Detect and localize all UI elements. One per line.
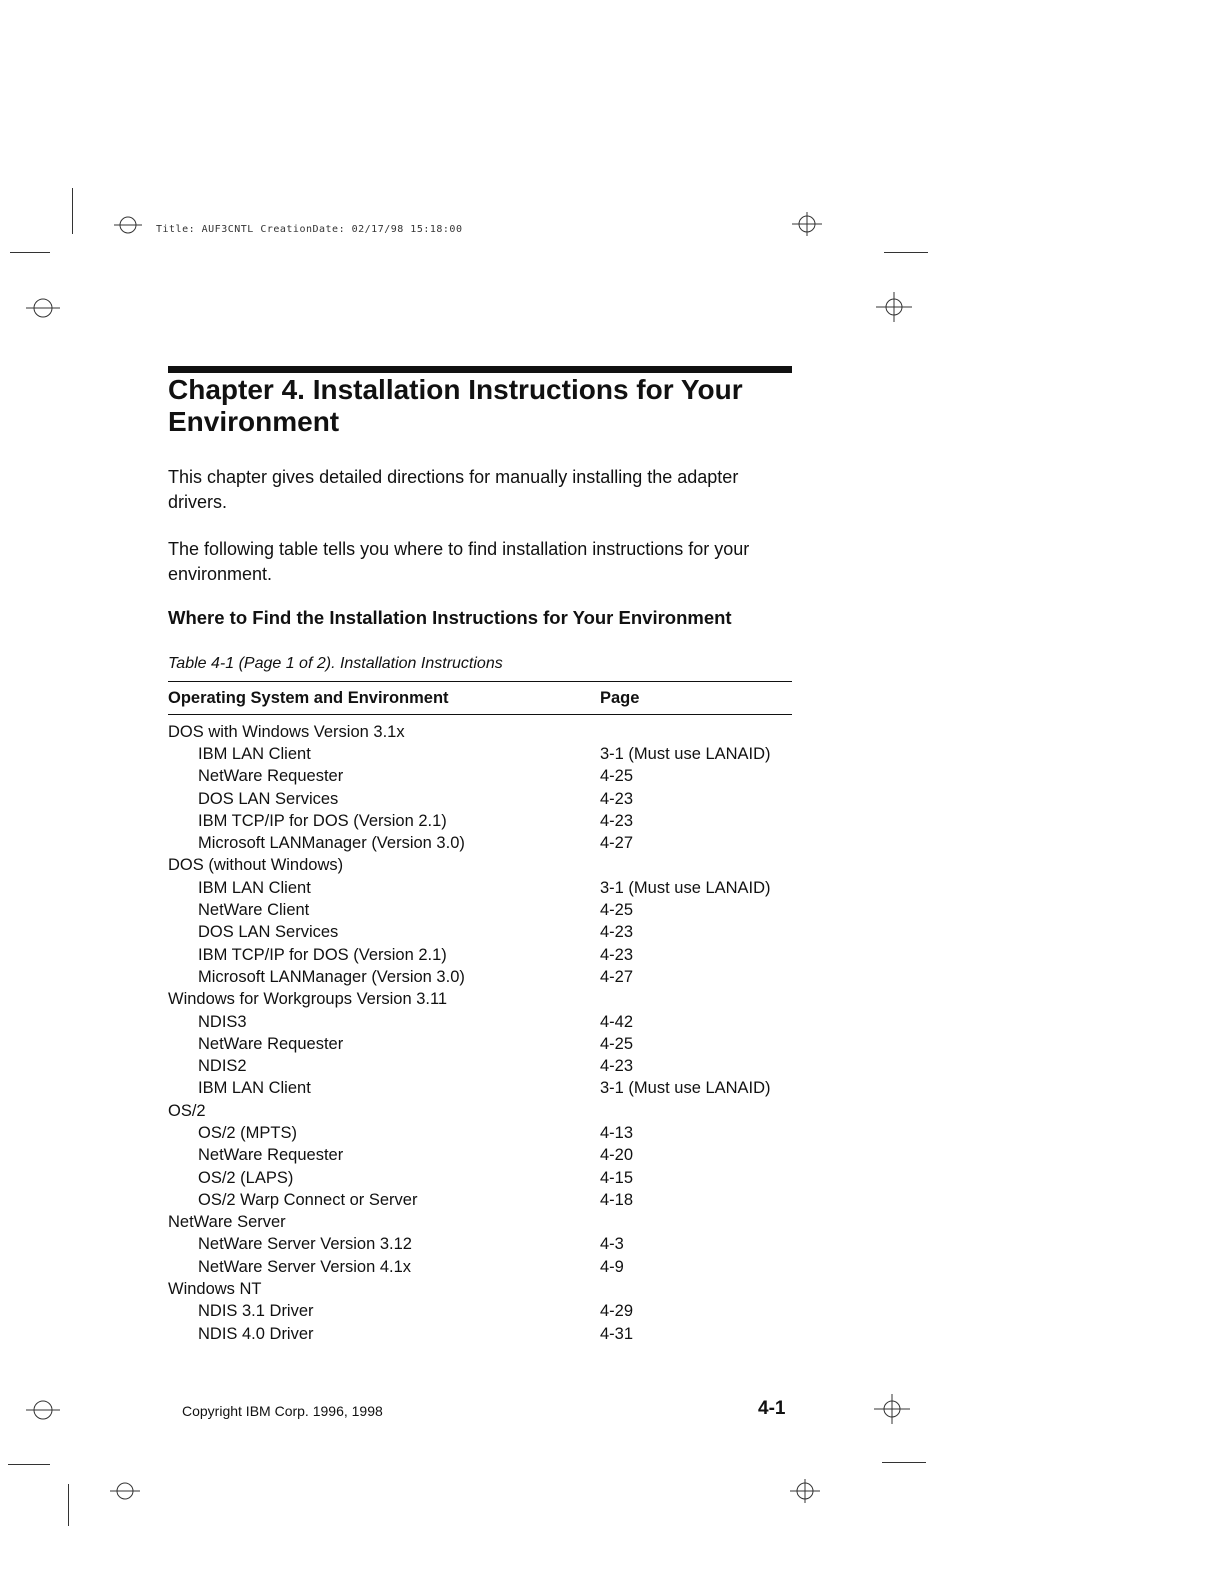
environment-cell: NDIS 4.0 Driver [198,1324,314,1343]
page-cell: 4-25 [600,767,634,786]
environment-cell: OS/2 [168,1101,206,1120]
page-cell: 4-15 [600,1168,634,1187]
environment-cell: NetWare Server [168,1213,286,1232]
table-row [168,1055,792,1077]
table-row [168,1078,792,1100]
table-row [168,832,792,854]
table-row [168,1189,792,1211]
table-row [168,1033,792,1055]
column-header-page: Page [600,688,640,707]
table-row [168,1301,792,1323]
page-cell: 4-27 [600,967,634,986]
page-number: 4-1 [758,1398,786,1419]
environment-cell: DOS LAN Services [198,923,339,942]
table-header-row [168,681,792,715]
page-cell: 4-9 [600,1257,624,1276]
registration-mark-icon [24,1398,62,1422]
table-row [168,1256,792,1278]
environment-cell: NetWare Requester [198,767,344,786]
chapter-title [168,374,808,438]
page-cell: 4-23 [600,1057,634,1076]
environment-cell: Windows NT [168,1280,262,1299]
intro-paragraph: This chapter gives detailed directions for manually installing the adapter drivers. [168,467,739,512]
table-row [168,855,792,877]
table-row [168,743,792,765]
crop-mark-line [72,188,73,234]
page-cell: 4-23 [600,923,634,942]
table-row [168,766,792,788]
table-row [168,1122,792,1144]
environment-cell: OS/2 Warp Connect or Server [198,1190,418,1209]
page-cell: 4-23 [600,811,634,830]
table-body [168,715,792,1345]
environment-cell: IBM LAN Client [198,878,311,897]
table-row [168,1212,792,1234]
table-row [168,1011,792,1033]
environment-cell: Windows for Workgroups Version 3.11 [168,990,448,1009]
environment-cell: OS/2 (MPTS) [198,1123,298,1142]
registration-mark-icon [108,1480,142,1502]
page-cell: 4-20 [600,1146,634,1165]
page-cell: 4-27 [600,834,634,853]
environment-cell: NetWare Server Version 4.1x [198,1257,412,1276]
environment-cell: NetWare Client [198,901,310,920]
registration-mark-icon [112,214,144,236]
page-cell: 4-18 [600,1190,634,1209]
page-cell: 4-29 [600,1302,634,1321]
page-cell: 4-31 [600,1324,634,1343]
page-cell: 4-23 [600,945,634,964]
registration-mark-icon [790,210,824,238]
table-row [168,1234,792,1256]
page-cell: 4-25 [600,1034,634,1053]
environment-cell: IBM TCP/IP for DOS (Version 2.1) [198,945,447,964]
registration-mark-icon [872,1392,912,1426]
chapter-rule [168,366,792,373]
table-row [168,966,792,988]
registration-mark-icon [24,296,62,320]
table-row [168,788,792,810]
installation-table [168,681,792,1345]
crop-mark-line [68,1484,69,1526]
crop-mark-line [884,252,928,253]
environment-cell: NDIS2 [198,1057,247,1076]
table-row [168,810,792,832]
crop-mark-line [10,252,50,253]
environment-cell: DOS with Windows Version 3.1x [168,722,405,741]
page-cell: 4-13 [600,1123,634,1142]
page-cell: 4-3 [600,1235,624,1254]
table-row [168,1323,792,1345]
environment-cell: NetWare Requester [198,1146,344,1165]
table-row [168,877,792,899]
registration-mark-icon [874,290,914,324]
chapter-title-line: Environment [168,406,340,437]
page-cell: 4-23 [600,789,634,808]
document-meta-header: Title: AUF3CNTL CreationDate: 02/17/98 15:18:00 [156,224,463,235]
crop-mark-line [8,1464,50,1465]
table-row [168,1167,792,1189]
environment-cell: IBM LAN Client [198,1079,311,1098]
environment-cell: DOS (without Windows) [168,856,344,875]
crop-mark-line [882,1462,926,1463]
page-cell: 3-1 (Must use LANAID) [600,1079,771,1098]
registration-mark-icon [788,1476,822,1506]
copyright-notice: Copyright IBM Corp. 1996, 1998 [182,1403,383,1419]
table-row [168,1278,792,1300]
table-caption: Table 4-1 (Page 1 of 2). Installation Instructions [168,655,503,672]
section-heading: Where to Find the Installation Instructions for Your Environment [168,607,732,628]
table-row [168,989,792,1011]
environment-cell: DOS LAN Services [198,789,339,808]
environment-cell: Microsoft LANManager (Version 3.0) [198,834,465,853]
table-row [168,922,792,944]
column-header-environment: Operating System and Environment [168,688,449,707]
environment-cell: NDIS 3.1 Driver [198,1302,314,1321]
environment-cell: NetWare Server Version 3.12 [198,1235,412,1254]
chapter-title-line: Chapter 4. Installation Instructions for Your [168,374,743,405]
table-row [168,899,792,921]
environment-cell: Microsoft LANManager (Version 3.0) [198,967,465,986]
environment-cell: IBM LAN Client [198,744,311,763]
environment-cell: NetWare Requester [198,1034,344,1053]
table-row [168,1145,792,1167]
page-cell: 3-1 (Must use LANAID) [600,878,771,897]
table-row [168,721,792,743]
environment-cell: NDIS3 [198,1012,247,1031]
environment-cell: OS/2 (LAPS) [198,1168,294,1187]
page-cell: 3-1 (Must use LANAID) [600,744,771,763]
page-cell: 4-42 [600,1012,634,1031]
table-intro-paragraph: The following table tells you where to find installation instructions for your environment. [168,539,750,584]
table-row [168,944,792,966]
environment-cell: IBM TCP/IP for DOS (Version 2.1) [198,811,447,830]
table-row [168,1100,792,1122]
page-cell: 4-25 [600,901,634,920]
